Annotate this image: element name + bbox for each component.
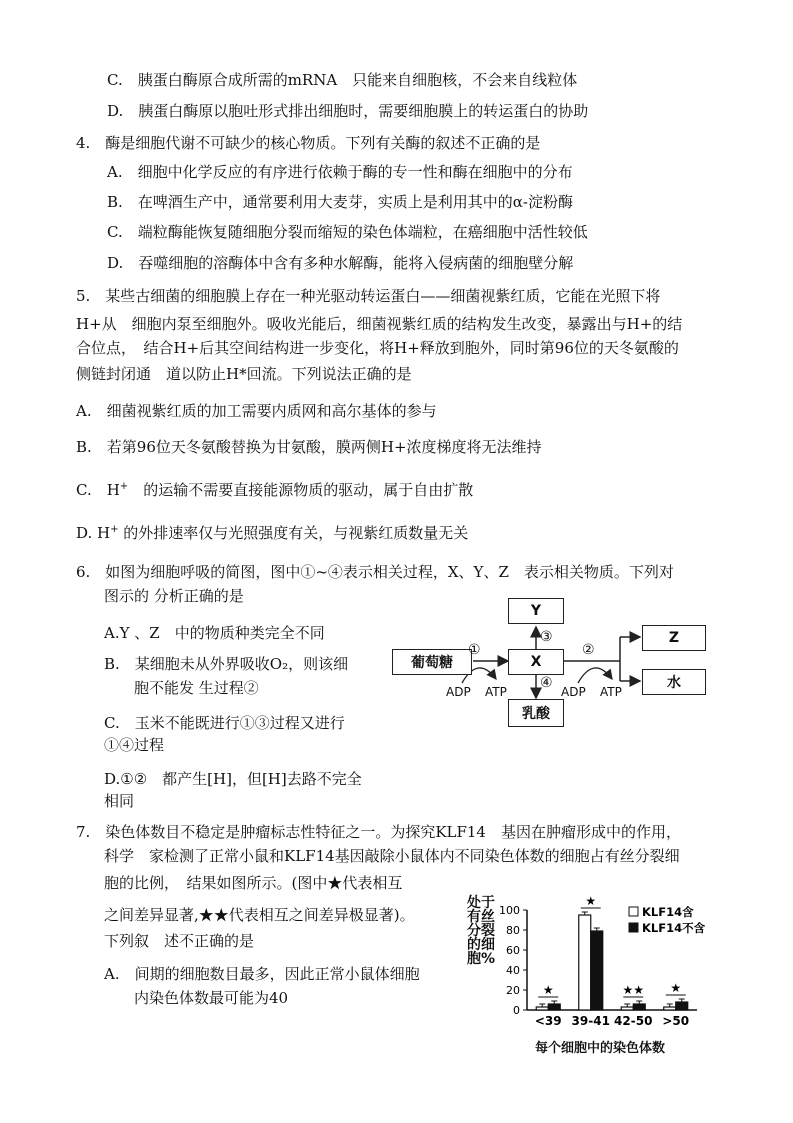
q6-option-c-line1: C. 玉米不能既进行①③过程又进行 xyxy=(104,714,345,732)
x-box: X xyxy=(508,649,564,675)
q7-option-a-line2: 内染色体数最可能为40 xyxy=(134,989,289,1007)
q6-stem-line1: 6. 如图为细胞呼吸的简图，图中①~④表示相关过程，X、Y、Z 表示相关物质。下列对 xyxy=(76,563,674,581)
q5-stem-line3: 合位点， 结合H+后其空间结构进一步变化，将H+释放到胞外，同时第96位的天冬氨酸的 xyxy=(76,339,679,357)
y-tick-label: 80 xyxy=(506,924,520,937)
legend-label: KLF14含 xyxy=(642,905,694,919)
q7-stem-line2: 科学 家检测了正常小鼠和KLF14基因敲除小鼠体内不同染色体数的细胞占有丝分裂细 xyxy=(104,847,680,865)
q5-option-d: D. H+ 的外排速率仅与光照强度有关，与视紫红质数量无关 xyxy=(76,524,469,542)
y-tick-label: 40 xyxy=(506,964,520,977)
x-tick-label: 39-41 xyxy=(571,1014,610,1028)
y-box: Y xyxy=(508,598,564,624)
q5-stem-line2: H+从 细胞内泵至细胞外。吸收光能后，细菌视紫红质的结构发生改变，暴露出与H+的结 xyxy=(76,315,683,333)
q5-option-a: A. 细菌视紫红质的加工需要内质网和高尔基体的参与 xyxy=(76,402,437,420)
bar-klf14-present xyxy=(664,1007,676,1010)
q4-stem: 4. 酶是细胞代谢不可缺少的核心物质。下列有关酶的叙述不正确的是 xyxy=(76,134,541,152)
q5-stem-line4: 侧链封闭通 道以防止H*回流。下列说法正确的是 xyxy=(76,365,412,383)
y-tick-label: 0 xyxy=(513,1004,520,1017)
bar-klf14-present xyxy=(579,915,591,1010)
q5-option-b: B. 若第96位天冬氨酸替换为甘氨酸，膜两侧H+浓度梯度将无法维持 xyxy=(76,438,542,456)
q7-stem-line4: 之间差异显著,★★代表相互之间差异极显著)。 xyxy=(104,906,415,924)
process-4-label: ④ xyxy=(540,675,553,691)
q4-option-a: A. 细胞中化学反应的有序进行依赖于酶的专一性和酶在细胞中的分布 xyxy=(107,163,573,181)
q3-option-c: C. 胰蛋白酶原合成所需的mRNA 只能来自细胞核，不会来自线粒体 xyxy=(107,71,578,89)
legend-swatch xyxy=(629,907,638,916)
q4-option-d: D. 吞噬细胞的溶酶体中含有多种水解酶，能将入侵病菌的细胞壁分解 xyxy=(107,254,574,272)
q6-option-b-line1: B. 某细胞未从外界吸收O₂，则该细 xyxy=(104,655,349,673)
q7-stem-line3: 胞的比例， 结果如图所示。(图中★代表相互 xyxy=(104,874,403,892)
q6-option-c-line2: ①④过程 xyxy=(104,736,165,754)
q6-option-d-line2: 相同 xyxy=(104,792,135,810)
q4-option-b: B. 在啤酒生产中，通常要利用大麦芽，实质上是利用其中的α-淀粉酶 xyxy=(107,193,573,211)
lactic-acid-box: 乳酸 xyxy=(508,699,564,727)
chromosome-chart xyxy=(455,890,715,1060)
x-tick-label: >50 xyxy=(662,1014,690,1028)
adp-label-1: ADP xyxy=(446,685,471,699)
bar-klf14-absent xyxy=(548,1004,560,1010)
process-1-label: ① xyxy=(468,642,481,658)
glucose-box: 葡萄糖 xyxy=(392,649,472,675)
significance-mark: ★ xyxy=(542,983,554,997)
chart-ylabel: 处于有丝分裂的细胞% xyxy=(466,895,496,967)
q3-option-d: D. 胰蛋白酶原以胞吐形式排出细胞时，需要细胞膜上的转运蛋白的协助 xyxy=(107,102,589,120)
significance-mark: ★★ xyxy=(622,983,645,997)
y-tick-label: 100 xyxy=(499,904,520,917)
process-3-label: ③ xyxy=(540,629,553,645)
q5-option-c: C. H+ 的运输不需要直接能源物质的驱动，属于自由扩散 xyxy=(76,481,474,499)
q6-option-b-line2: 胞不能发 生过程② xyxy=(134,679,259,697)
significance-mark: ★ xyxy=(585,894,597,908)
q5-stem-line1: 5. 某些古细菌的细胞膜上存在一种光驱动转运蛋白——细菌视紫红质，它能在光照下将 xyxy=(76,287,661,305)
q7-stem-line1: 7. 染色体数目不稳定是肿瘤标志性特征之一。为探究KLF14 基因在肿瘤形成中的作用， xyxy=(76,823,681,841)
bar-klf14-absent xyxy=(676,1002,688,1010)
bar-klf14-present xyxy=(536,1007,548,1010)
q7-option-a-line1: A. 间期的细胞数目最多，因此正常小鼠体细胞 xyxy=(104,965,420,983)
q7-stem-line5: 下列叙 述不正确的是 xyxy=(104,932,255,950)
bar-klf14-present xyxy=(621,1007,633,1010)
x-tick-label: <39 xyxy=(534,1014,562,1028)
x-tick-label: 42-50 xyxy=(614,1014,653,1028)
adp-atp-curve-2 xyxy=(578,668,612,683)
atp-label-2: ATP xyxy=(600,685,622,699)
chart-canvas xyxy=(455,890,715,1060)
water-box: 水 xyxy=(642,669,706,695)
respiration-diagram xyxy=(390,595,720,730)
z-box: Z xyxy=(642,625,706,651)
bar-klf14-absent xyxy=(591,931,603,1010)
atp-label-1: ATP xyxy=(485,685,507,699)
q4-option-c: C. 端粒酶能恢复随细胞分裂而缩短的染色体端粒，在癌细胞中活性较低 xyxy=(107,223,588,241)
adp-label-2: ADP xyxy=(561,685,586,699)
y-tick-label: 60 xyxy=(506,944,520,957)
bar-klf14-absent xyxy=(633,1004,645,1010)
legend-swatch xyxy=(629,923,638,932)
chart-xlabel: 每个细胞中的染色体数 xyxy=(535,1041,666,1056)
legend-label: KLF14不含 xyxy=(642,921,706,935)
process-2-label: ② xyxy=(582,642,595,658)
q6-option-a: A.Y 、Z 中的物质种类完全不同 xyxy=(104,624,325,642)
q6-option-d-line1: D.①② 都产生[H]，但[H]去路不完全 xyxy=(104,770,362,788)
significance-mark: ★ xyxy=(670,981,682,995)
q6-stem-line2: 图示的 分析正确的是 xyxy=(104,587,244,605)
y-tick-label: 20 xyxy=(506,984,520,997)
